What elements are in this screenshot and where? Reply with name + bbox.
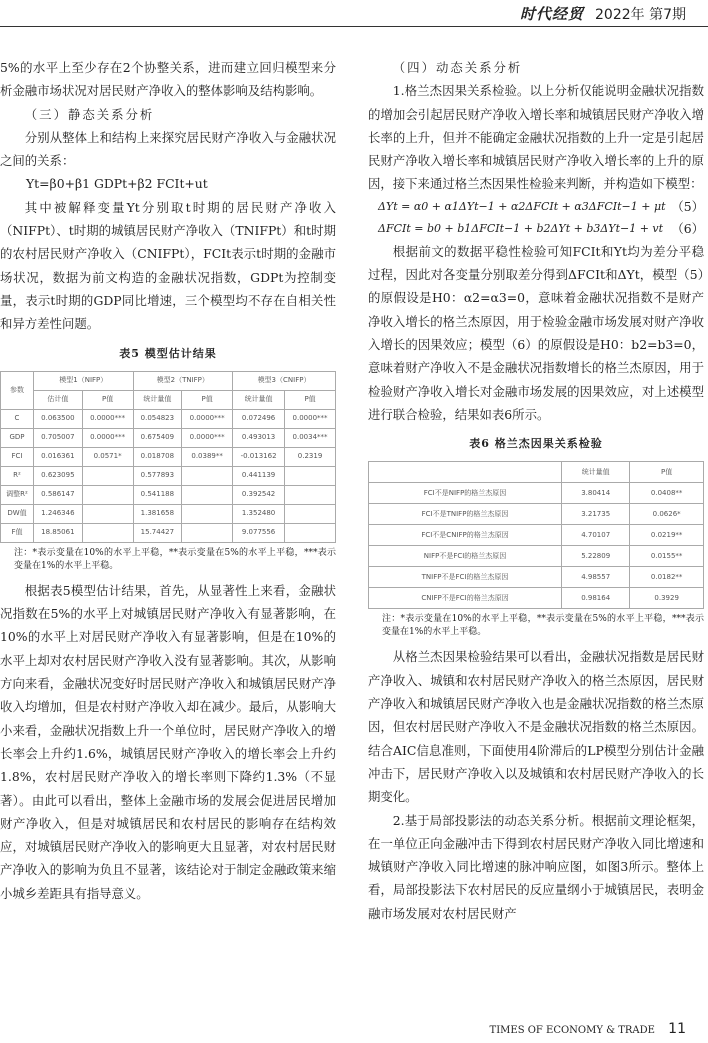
paragraph: 1.格兰杰因果关系检验。以上分析仅能说明金融状况指数的增加会引起居民财产净收入增长率和城镇居民财产净收入增长率的上升，但并不能确定金融状况指数的上升一定是引起居民财产净收入增长率和城镇居民财产净收入增长率的上升的原因，接下来通过格兰杰因果性检验来判断，并构造如下模型：: [368, 83, 704, 192]
table-cell: 0.0182**: [630, 567, 704, 588]
table-cell: 0.0000***: [82, 409, 133, 428]
table-row: [1, 466, 336, 485]
equation-number: （5）: [671, 198, 704, 214]
table-cell: 3.21735: [562, 504, 630, 525]
page-footer: [490, 1021, 686, 1037]
table-cell: 0.675409: [133, 428, 182, 447]
equation-text: ΔYt = α0 + α1ΔYt−1 + α2ΔFCIt + α3ΔFCIt−1 + μt: [378, 199, 666, 213]
table-row: [369, 483, 704, 504]
table-header-cell: 模型2（TNIFP）: [133, 371, 233, 390]
table-cell: 15.74427: [133, 523, 182, 542]
equation-number: （6）: [671, 220, 704, 236]
table-cell: 0.0000***: [82, 428, 133, 447]
table-cell: [285, 466, 336, 485]
table-cell: 0.392542: [233, 485, 285, 504]
table-cell: [182, 523, 233, 542]
table-cell: TNIFP不是FCI的格兰杰原因: [369, 567, 562, 588]
table-cell: 0.541188: [133, 485, 182, 504]
table-cell: 0.072496: [233, 409, 285, 428]
table-cell: 0.0034***: [285, 428, 336, 447]
journal-logo: 时代经贸: [520, 5, 585, 23]
table-cell: F值: [1, 523, 34, 542]
table-header-cell: P值: [82, 390, 133, 409]
table-model-estimates: [0, 371, 336, 543]
table-cell: 18.85061: [34, 523, 83, 542]
table-row: [1, 447, 336, 466]
table-row: [1, 409, 336, 428]
table-row: [369, 567, 704, 588]
table-cell: 0.054823: [133, 409, 182, 428]
table-note: 注：*表示变量在10%的水平上平稳，**表示变量在5%的水平上平稳，***表示变量在1%的水平上平稳。: [382, 614, 704, 638]
table-cell: 5.22809: [562, 546, 630, 567]
paragraph: 从格兰杰因果检验结果可以看出，金融状况指数是居民财产净收入、城镇和农村居民财产净收入的格兰杰原因，居民财产净收入和城镇居民财产净收入也是金融状况指数的格兰杰原因，但农村居民财产净收入不是金融状况指数的格兰杰原因。结合AIC信息准则，下面使用4阶滞后的LP模型分别估计金融冲击下，居民财产净收入以及城镇和农村居民财产净收入的长期变化。: [368, 649, 704, 805]
table-cell: 4.98557: [562, 567, 630, 588]
table-cell: 1.246346: [34, 504, 83, 523]
table-header-cell: 统计量值: [562, 462, 630, 483]
table-cell: FCI不是NIFP的格兰杰原因: [369, 483, 562, 504]
table-cell: 0.705007: [34, 428, 83, 447]
table-cell: -0.013162: [233, 447, 285, 466]
table-cell: 0.0389**: [182, 447, 233, 466]
table-header-cell: 统计量值: [233, 390, 285, 409]
table-cell: GDP: [1, 428, 34, 447]
section-heading: （四）动态关系分析: [392, 60, 523, 75]
table-cell: [82, 485, 133, 504]
table-cell: 0.577893: [133, 466, 182, 485]
table-cell: 调整R²: [1, 485, 34, 504]
table-cell: NIFP不是FCI的格兰杰原因: [369, 546, 562, 567]
issue-label: 2022年 第7期: [595, 7, 686, 23]
table-cell: 4.70107: [562, 525, 630, 546]
table-cell: 0.018708: [133, 447, 182, 466]
table-cell: FCI不是CNIFP的格兰杰原因: [369, 525, 562, 546]
table-cell: 0.016361: [34, 447, 83, 466]
page-header: [0, 0, 708, 27]
table-cell: 1.381658: [133, 504, 182, 523]
table-cell: 0.0000***: [182, 409, 233, 428]
table-cell: [285, 504, 336, 523]
table-cell: [82, 466, 133, 485]
table-header-cell: [369, 462, 562, 483]
paragraph: 5%的水平上至少存在2个协整关系，进而建立回归模型来分析金融市场状况对居民财产净收入的整体影响及结构影响。: [0, 60, 336, 99]
table-cell: CNIFP不是FCI的格兰杰原因: [369, 588, 562, 609]
table-cell: R²: [1, 466, 34, 485]
left-column: [0, 56, 336, 905]
table-row: [1, 504, 336, 523]
right-column: [368, 56, 704, 925]
table-cell: DW值: [1, 504, 34, 523]
table-cell: FCI不是TNIFP的格兰杰原因: [369, 504, 562, 525]
table-cell: [182, 504, 233, 523]
table-cell: 0.0408**: [630, 483, 704, 504]
paragraph: 根据前文的数据平稳性检验可知FCIt和Yt均为差分平稳过程，因此对各变量分别取差分得到ΔFCIt和ΔYt，模型（5）的原假设是H0：α2=α3=0，意味着金融状况指数不是财产净收入增长的格兰杰原因，用于检验金融市场发展对财产净收入增长的因果效应；模型（6）的原假设是H0：b2=b3=0，意味着财产净收入不是金融状况指数增长的格兰杰原因，用于检验财产净收入增长对金融市场发展的因果效应，对上述模型进行联合检验，结果如表6所示。: [368, 243, 704, 422]
table-cell: 3.80414: [562, 483, 630, 504]
table-cell: [82, 504, 133, 523]
table-cell: 0.0571*: [82, 447, 133, 466]
equation-5: [368, 196, 704, 218]
table-cell: 0.063500: [34, 409, 83, 428]
table-cell: 0.623095: [34, 466, 83, 485]
table-header-cell: 统计量值: [133, 390, 182, 409]
table-row: [369, 504, 704, 525]
table-cell: 0.2319: [285, 447, 336, 466]
table-cell: [82, 523, 133, 542]
table-cell: 0.3929: [630, 588, 704, 609]
table-header-cell: 估计值: [34, 390, 83, 409]
journal-english-name: TIMES OF ECONOMY & TRADE: [489, 1025, 655, 1036]
table-cell: 0.441139: [233, 466, 285, 485]
table-row: [369, 546, 704, 567]
table-cell: 0.586147: [34, 485, 83, 504]
table-cell: 0.0155**: [630, 546, 704, 567]
paragraph: 分别从整体上和结构上来探究居民财产净收入与金融状况之间的关系：: [0, 129, 336, 169]
table-cell: [182, 466, 233, 485]
table-caption: 表5 模型估计结果: [119, 346, 217, 360]
table-row: [1, 523, 336, 542]
table-cell: 0.0219**: [630, 525, 704, 546]
table-cell: 0.98164: [562, 588, 630, 609]
table-cell: 9.077556: [233, 523, 285, 542]
paragraph: 根据表5模型估计结果，首先，从显著性上来看，金融状况指数在5%的水平上对城镇居民财产净收入有显著影响，在10%的水平上对居民财产净收入有显著影响，但是在10%的水平上却对农村居民财产净收入没有显著影响。其次，从影响方向来看，金融状况变好时居民财产净收入和城镇居民财产净收入均增加，但是农村财产净收入却在减少。最后，从影响大小来看，金融状况指数上升一个单位时，居民财产净收入的增长率会上升约1.6%，城镇居民财产净收入的增长率会上升约1.8%，农村居民财产净收入的增长率则下降约1.3%（不显著）。由此可以看出，整体上金融市场的发展会促进居民增加财产净收入，但是对城镇居民和农村居民的影响存在结构效应，对城镇居民财产净收入的影响更大且显著，对农村居民财产净收入的影响为负且不显著，该结论对于制定金融政策来缩小城乡差距具有指导意义。: [0, 582, 336, 901]
table-header-cell: P值: [182, 390, 233, 409]
table-cell: [285, 523, 336, 542]
table-header-cell: 模型3（CNIFP）: [233, 371, 336, 390]
table-cell: [182, 485, 233, 504]
table-header-cell: P值: [285, 390, 336, 409]
page-number: 11: [668, 1021, 686, 1037]
table-row: [1, 485, 336, 504]
paragraph: 其中被解释变量Yt分别取t时期的居民财产净收入（NIFPt）、t时期的城镇居民财产净收入（TNIFPt）和t时期的农村居民财产净收入（CNIFPt），FCIt表示t时期的金融市场状况，数据为前文构造的金融状况指数，GDPt为控制变量，表示t时期的GDP同比增速，三个模型均不存在自相关性和异方差性问题。: [0, 199, 336, 332]
equation: Yt=β0+β1 GDPt+β2 FCIt+ut: [26, 176, 208, 192]
paragraph: 2.基于局部投影法的动态关系分析。根据前文理论框架，在一单位正向金融冲击下得到农村居民财产净收入同比增速和城镇财产净收入同比增速的脉冲响应图，如图3所示。整体上看，局部投影法下农村居民的反应量纲小于城镇居民，表明金融市场发展对农村居民财产: [368, 812, 704, 921]
table-row: [1, 428, 336, 447]
equation-text: ΔFCIt = b0 + b1ΔFCIt−1 + b2ΔYt + b3ΔYt−1 + vt: [378, 221, 664, 235]
equation-6: [368, 218, 704, 240]
table-cell: [285, 485, 336, 504]
table-cell: 0.0000***: [285, 409, 336, 428]
section-heading: （三）静态关系分析: [24, 106, 155, 122]
table-cell: 0.0626*: [630, 504, 704, 525]
table-caption: 表6 格兰杰因果关系检验: [469, 437, 603, 451]
table-row: [369, 525, 704, 546]
table-header-cell: P值: [630, 462, 704, 483]
table-cell: 0.0000***: [182, 428, 233, 447]
table-cell: C: [1, 409, 34, 428]
table-cell: FCI: [1, 447, 34, 466]
table-granger-test: [368, 461, 704, 609]
table-note: 注：*表示变量在10%的水平上平稳，**表示变量在5%的水平上平稳，***表示变量在1%的水平上平稳。: [14, 547, 336, 571]
table-header-cell: 模型1（NIFP）: [34, 371, 134, 390]
table-header-cell: 参数: [1, 371, 34, 409]
table-row: [369, 588, 704, 609]
table-cell: 1.352480: [233, 504, 285, 523]
table-cell: 0.493013: [233, 428, 285, 447]
